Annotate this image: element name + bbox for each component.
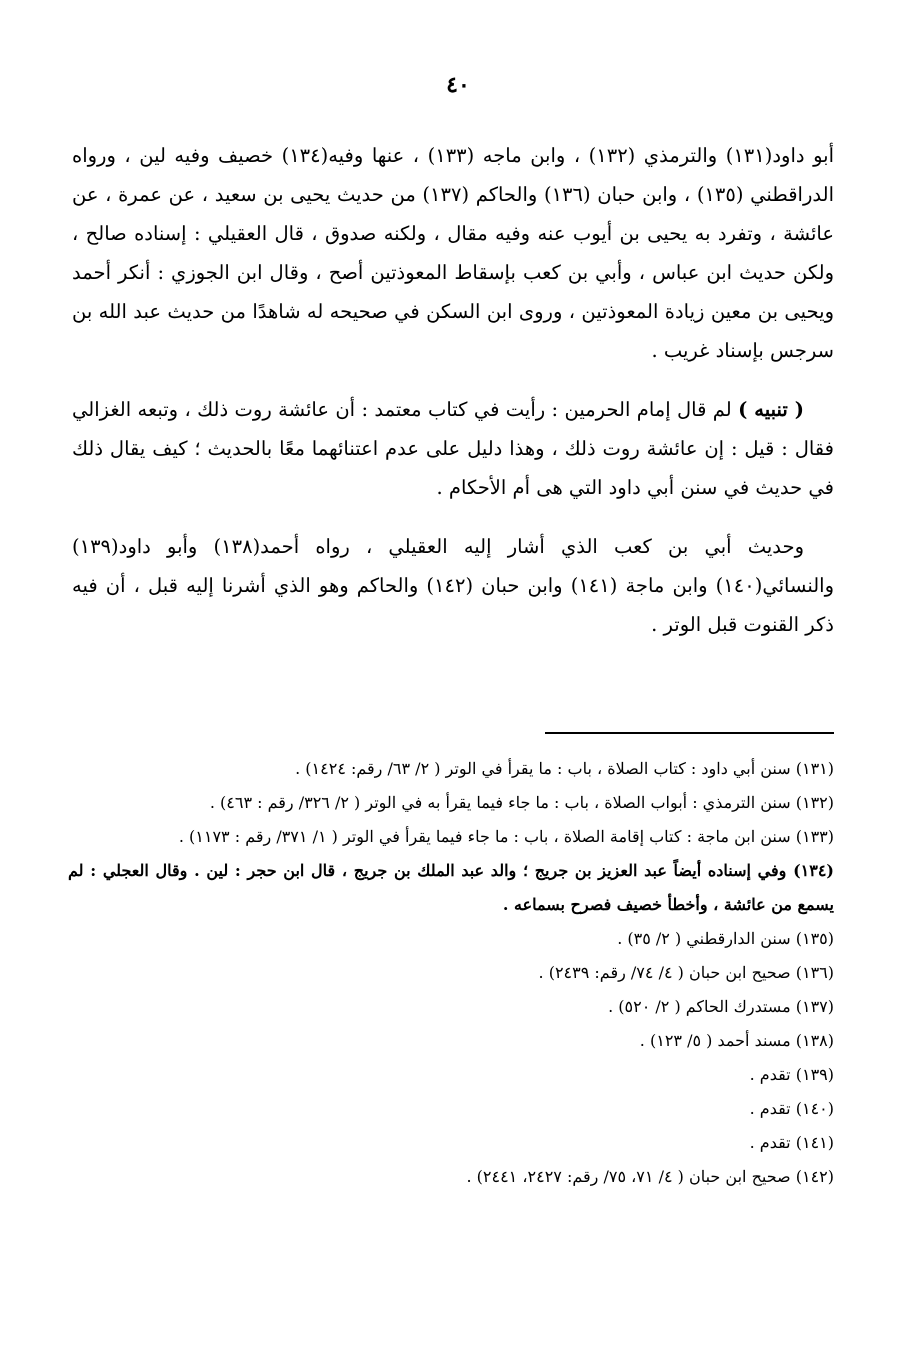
footnote-134: (١٣٤) وفي إسناده أيضاً عبد العزيز بن جريج ؛ والد عبد الملك بن جريج ، قال ابن حجر : لين . وقال العجلي : لم يسمع من عائشة ، وأخطأ خصيف فصرح بسماعه . [68, 861, 834, 914]
main-text [72, 136, 834, 644]
page-number: ٤٠ [446, 72, 470, 98]
footnote-141: (١٤١) تقدم . [749, 1133, 834, 1152]
footnote-137: (١٣٧) مستدرك الحاكم ( ٢/ ٥٢٠) . [608, 997, 834, 1016]
footnote-133: (١٣٣) سنن ابن ماجة : كتاب إقامة الصلاة ، باب : ما جاء فيما يقرأ في الوتر ( ١/ ٣٧١/ رقم : ١١٧٣) . [178, 827, 834, 846]
footnotes [68, 752, 834, 1194]
paragraph-2-text: لم قال إمام الحرمين : رأيت في كتاب معتمد : أن عائشة روت ذلك ، وتبعه الغزالي فقال : قيل : إن عائشة روت ذلك ، وهذا دليل على عدم اعتنائهما معًا بالحديث ؛ كيف يقال ذلك في حديث في سنن أبي داود التي هى أم الأحكام . [72, 398, 834, 499]
footnote-140: (١٤٠) تقدم . [749, 1099, 834, 1118]
footnote-132: (١٣٢) سنن الترمذي : أبواب الصلاة ، باب : ما جاء فيما يقرأ به في الوتر ( ٢/ ٣٢٦/ رقم : ٤٦٣) . [209, 793, 834, 812]
footnote-131: (١٣١) سنن أبي داود : كتاب الصلاة ، باب : ما يقرأ في الوتر ( ٢/ ٦٣/ رقم: ١٤٢٤) . [295, 759, 834, 778]
footnote-139: (١٣٩) تقدم . [749, 1065, 834, 1084]
paragraph-2 [72, 390, 834, 507]
paragraph-1: أبو داود(١٣١) والترمذي (١٣٢) ، وابن ماجه (١٣٣) ، عنها وفيه(١٣٤) خصيف وفيه لين ، ورواه الدراقطني (١٣٥) ، وابن حبان (١٣٦) والحاكم (١٣٧) من حديث يحيى بن سعيد ، عن عمرة ، عن عائشة ، وتفرد به يحيى بن أيوب عنه وفيه مقال ، ولكنه صدوق ، قال العقيلي : إسناده صالح ، ولكن حديث ابن عباس ، وأبي بن كعب بإسقاط المعوذتين أصح ، وقال ابن الجوزي : أنكر أحمد ويحيى بن معين زيادة المعوذتين ، وروى ابن السكن في صحيحه له شاهدًا من حديث عبد الله بن سرجس بإسناد غريب . [72, 144, 834, 362]
footnote-142: (١٤٢) صحيح ابن حبان ( ٤/ ٧١، ٧٥/ رقم: ٢٤٢٧، ٢٤٤١) . [466, 1167, 834, 1186]
paragraph-3: وحديث أبي بن كعب الذي أشار إليه العقيلي ، رواه أحمد(١٣٨) وأبو داود(١٣٩) والنسائي(١٤٠) وابن ماجة (١٤١) وابن حبان (١٤٢) والحاكم وهو الذي أشرنا إليه قبل ، أن فيه ذكر القنوت قبل الوتر . [72, 535, 835, 636]
tanbih-label: ( تنبيه ) [738, 398, 804, 421]
footnote-separator [545, 732, 834, 734]
footnote-136: (١٣٦) صحيح ابن حبان ( ٤/ ٧٤/ رقم: ٢٤٣٩) . [538, 963, 834, 982]
footnote-138: (١٣٨) مسند أحمد ( ٥/ ١٢٣) . [639, 1031, 834, 1050]
footnote-135: (١٣٥) سنن الدارقطني ( ٢/ ٣٥) . [617, 929, 834, 948]
